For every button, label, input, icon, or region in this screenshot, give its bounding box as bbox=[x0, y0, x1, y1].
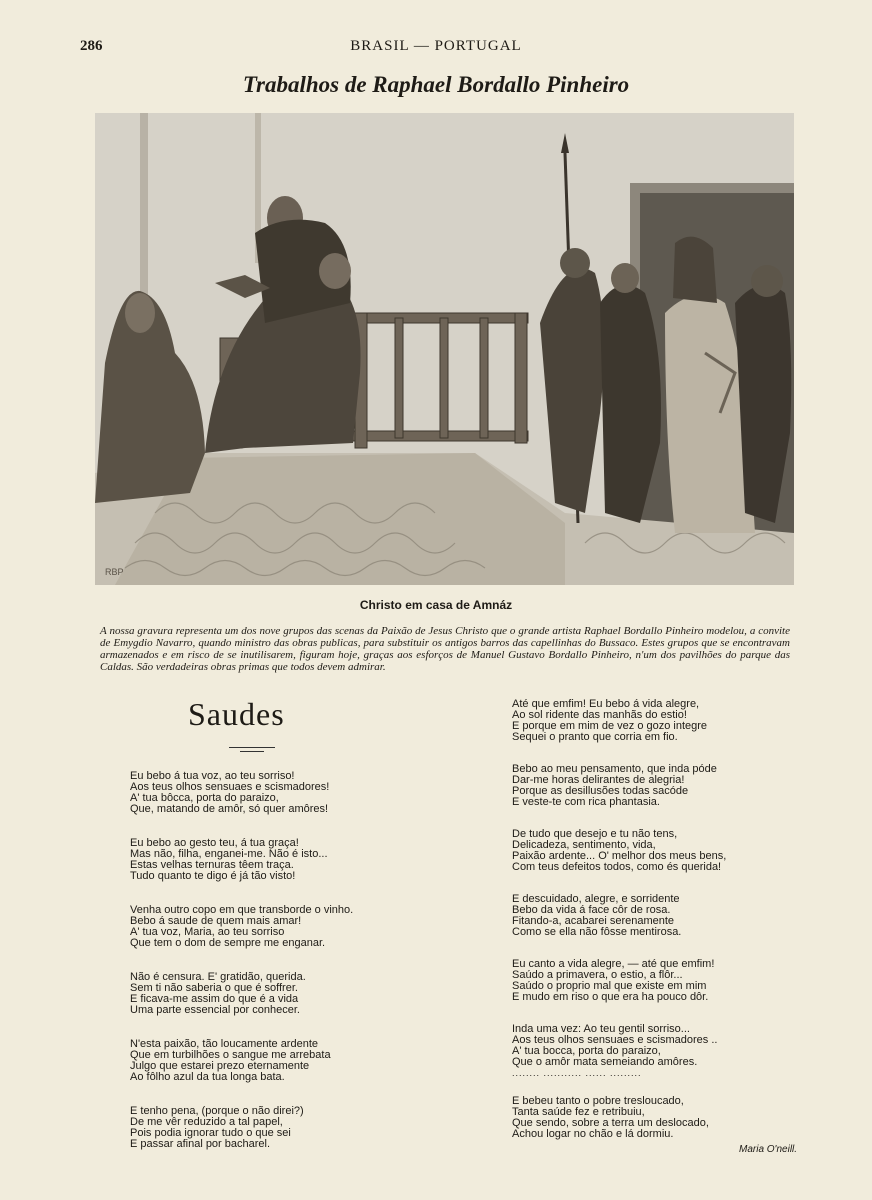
stanza bbox=[512, 764, 792, 808]
verse-line: E porque em mim de vez o gozo integre bbox=[512, 720, 708, 732]
verse-line: Aos teus olhos sensuaes e scismadores! bbox=[130, 781, 330, 793]
verse-line: Dar-me horas delirantes de alegria! bbox=[512, 774, 685, 786]
verse-line: Que o amôr mata semeiando amôres. bbox=[512, 1056, 698, 1068]
verse-line: Sem ti não saberia o que é soffrer. bbox=[130, 982, 298, 994]
verse-line: Eu bebo á tua voz, ao teu sorriso! bbox=[130, 770, 295, 782]
page-title: Trabalhos de Raphael Bordallo Pinheiro bbox=[242, 72, 630, 97]
verse-line: De me vêr reduzido a tal papel, bbox=[130, 1116, 283, 1128]
verse-line: Eu canto a vida alegre, — até que emfim! bbox=[512, 958, 715, 970]
verse-line: E ficava-me assim do que é a vida bbox=[130, 993, 299, 1005]
verse-line: Eu bebo ao gesto teu, á tua graça! bbox=[130, 837, 299, 849]
photo-monogram: RBP bbox=[105, 567, 124, 577]
figure-caption-title: Christo em casa de Amnáz bbox=[359, 598, 513, 612]
stanza bbox=[512, 829, 792, 873]
poem-left-column bbox=[130, 771, 460, 1150]
verse-line: Bebo da vida á face côr de rosa. bbox=[512, 904, 671, 916]
sculpture-scene-drawing bbox=[95, 113, 794, 585]
verse-line: Sequei o pranto que corria em fio. bbox=[512, 731, 678, 743]
page-number: 286 bbox=[80, 38, 103, 54]
stanza bbox=[130, 905, 460, 949]
running-head: BRASIL — PORTUGAL bbox=[350, 38, 522, 54]
verse-line: Pois podia ignorar tudo o que sei bbox=[130, 1127, 291, 1139]
verse-line: E descuidado, alegre, e sorridente bbox=[512, 893, 680, 905]
stanza bbox=[512, 959, 792, 1003]
verse-line: A' tua bocca, porta do paraizo, bbox=[512, 1045, 661, 1057]
stanza bbox=[512, 1024, 792, 1079]
verse-line: Não é censura. E' gratidão, querida. bbox=[130, 971, 306, 983]
verse-line: Achou logar no chão e lá dormiu. bbox=[512, 1128, 674, 1140]
verse-line: N'esta paixão, tão loucamente ardente bbox=[130, 1038, 318, 1050]
poem-title-rule-short bbox=[240, 751, 264, 752]
verse-line: Que sendo, sobre a terra um deslocado, bbox=[512, 1117, 709, 1129]
figure-caption-text: A nossa gravura representa um dos nove grupos das scenas da Paixão de Jesus Christo que o grande artista Raphael Bordallo Pinheiro modelou, a convite de Emygdio Navarro, quando ministro das obras publicas, para substituir os antigos barros das capellinhas do Bussaco. Estes grupos que se encontravam armazenados e em risco de se inutilisarem, figuram hoje, graças aos esforços de Manuel Gustavo Bordallo Pinheiro, n'um dos pavilhões do parque das Caldas. São verdadeiras obras primas que todos devem admirar. bbox=[100, 625, 790, 673]
stanza bbox=[130, 1106, 460, 1150]
verse-line: E veste-te com rica phantasia. bbox=[512, 796, 660, 808]
verse-line: Tanta saúde fez e retribuiu, bbox=[512, 1106, 645, 1118]
verse-line: Saúdo a primavera, o estio, a flôr... bbox=[512, 969, 683, 981]
poem-title-rule bbox=[229, 747, 275, 748]
verse-line: E bebeu tanto o pobre tresloucado, bbox=[512, 1095, 684, 1107]
verse-line: Estas velhas ternuras têem traça. bbox=[130, 859, 294, 871]
verse-line: Bebo á saude de quem mais amar! bbox=[130, 915, 302, 927]
poem-signature: Maria O'neill. bbox=[739, 1144, 798, 1155]
verse-line: E passar afinal por bacharel. bbox=[130, 1138, 271, 1150]
verse-line: Como se ella não fôsse mentirosa. bbox=[512, 926, 682, 938]
verse-line: Fitando-a, acabarei serenamente bbox=[512, 915, 675, 927]
verse-line: E mudo em riso o que era ha pouco dôr. bbox=[512, 991, 709, 1003]
verse-line: Ao sol ridente das manhãs do estio! bbox=[512, 709, 687, 721]
stanza bbox=[130, 838, 460, 882]
verse-line: Porque as desillusões todas sacóde bbox=[512, 785, 689, 797]
stanza bbox=[130, 972, 460, 1016]
verse-line: Ao fôlho azul da tua longa bata. bbox=[130, 1071, 285, 1083]
verse-line: Com teus defeitos todos, como és querida! bbox=[512, 861, 722, 873]
verse-line: Uma parte essencial por conhecer. bbox=[130, 1004, 300, 1016]
stanza bbox=[512, 1096, 792, 1140]
poem-title: Saudes bbox=[188, 696, 285, 732]
verse-line: De tudo que desejo e tu não tens, bbox=[512, 828, 678, 840]
verse-line: Paixão ardente... O' melhor dos meus bens, bbox=[512, 850, 727, 862]
verse-line: Até que emfim! Eu bebo á vida alegre, bbox=[512, 698, 700, 710]
verse-line: A' tua voz, Maria, ao teu sorriso bbox=[130, 926, 285, 938]
verse-line: Tudo quanto te digo é já tão visto! bbox=[130, 870, 296, 882]
verse-line: E tenho pena, (porque o não direi?) bbox=[130, 1105, 304, 1117]
stanza bbox=[512, 699, 792, 743]
stanza bbox=[130, 1039, 460, 1083]
verse-line: Bebo ao meu pensamento, que inda póde bbox=[512, 763, 717, 775]
verse-line: Venha outro copo em que transborde o vinho. bbox=[130, 904, 354, 916]
verse-line: Julgo que estarei prezo eternamente bbox=[130, 1060, 310, 1072]
verse-line: Aos teus olhos sensuaes e scismadores .. bbox=[512, 1034, 718, 1046]
sculpture-photograph bbox=[95, 113, 794, 585]
verse-line: Que em turbilhões o sangue me arrebata bbox=[130, 1049, 331, 1061]
stanza bbox=[512, 894, 792, 938]
verse-line: Que, matando de amôr, só quer amôres! bbox=[130, 803, 329, 815]
stanza bbox=[130, 771, 460, 815]
verse-line: Mas não, filha, enganei-me. Não é isto... bbox=[130, 848, 328, 860]
ellipsis-line: ........ ........... ...... ......... bbox=[512, 1068, 642, 1078]
verse-line: A' tua bôcca, porta do paraizo, bbox=[130, 792, 279, 804]
verse-line: Que tem o dom de sempre me enganar. bbox=[130, 937, 326, 949]
poem-right-column bbox=[512, 699, 792, 1140]
verse-line: Delicadeza, sentimento, vida, bbox=[512, 839, 656, 851]
verse-line: Inda uma vez: Ao teu gentil sorriso... bbox=[512, 1023, 690, 1035]
verse-line: Saúdo o proprio mal que existe em mim bbox=[512, 980, 707, 992]
